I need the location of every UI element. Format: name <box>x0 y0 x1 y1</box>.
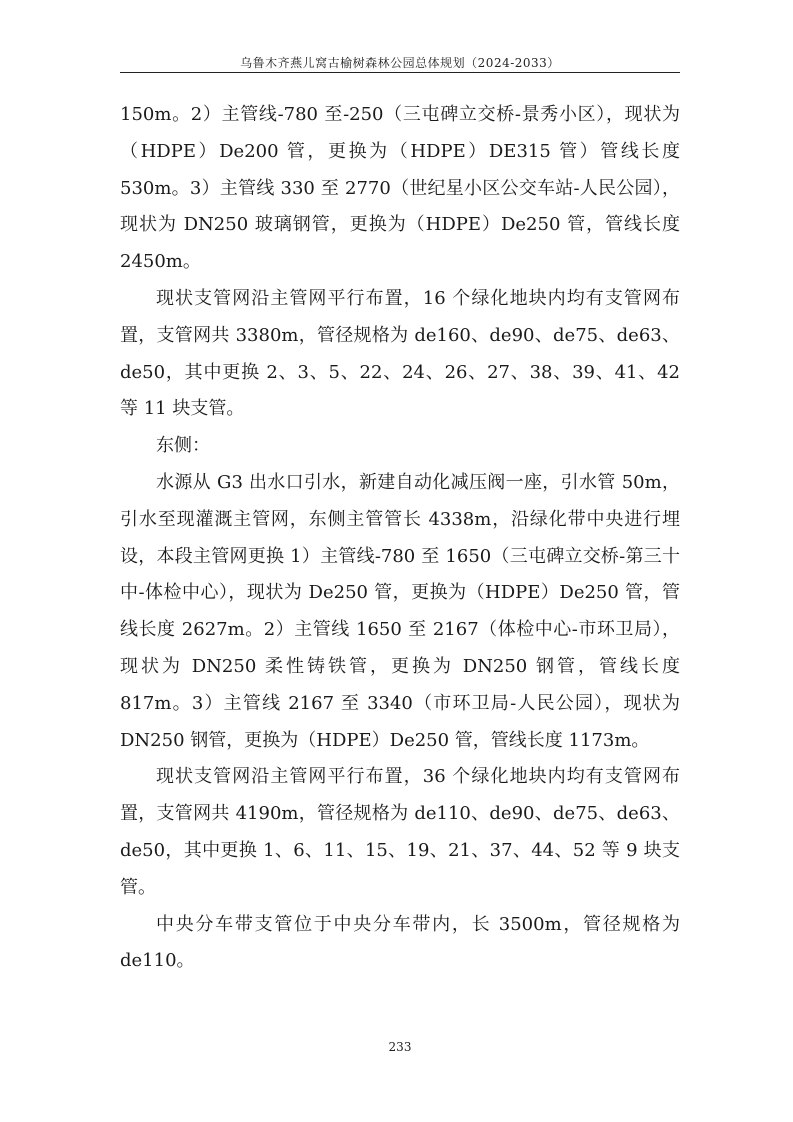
paragraph-branch-network-east: 现状支管网沿主管网平行布置，36 个绿化地块内均有支管网布置，支管网共 4190m，管径规格为 de110、de90、de75、de63、de50，其中更换 1、6、11、15、19、21、37、44、52 等 9 块支管。 <box>120 766 680 898</box>
paragraph-median-branch-pipe: 中央分车带支管位于中央分车带内，长 3500m，管径规格为 de110。 <box>120 913 680 972</box>
section-heading-east: 东侧： <box>156 435 210 457</box>
paragraph-east-water-source: 水源从 G3 出水口引水，新建自动化减压阀一座，引水管 50m，引水至现灌溉主管网，东侧主管管长 4338m，沿绿化带中央进行埋设，本段主管网更换 1）主管线-780 至 1650（三屯碑立交桥-第三十中-体检中心），现状为 De250 管，更换为（HDPE）De250 管，管线长度 2627m。2）主管线 1650 至 2167（体检中心-市环卫局），现状为 DN250 柔性铸铁管，更换为 DN250 钢管，管线长度 817m。3）主管线 2167 至 3340（市环卫局-人民公园），现状为 DN250 钢管，更换为（HDPE）De250 管，管线长度 1173m。 <box>120 471 680 751</box>
header-divider <box>120 72 680 73</box>
paragraph-main-pipe-continuation: 150m。2）主管线-780 至-250（三屯碑立交桥-景秀小区），现状为（HDPE）De200 管，更换为（HDPE）DE315 管）管线长度 530m。3）主管线 330 至 2770（世纪星小区公交车站-人民公园），现状为 DN250 玻璃钢管，更换为（HDPE）De250 管，管线长度 2450m。 <box>120 104 680 273</box>
document-body <box>120 97 680 980</box>
paragraph-branch-network-west: 现状支管网沿主管网平行布置，16 个绿化地块内均有支管网布置，支管网共 3380m，管径规格为 de160、de90、de75、de63、de50，其中更换 2、3、5、22、24、26、27、38、39、41、42 等 11 块支管。 <box>120 287 680 420</box>
page-header: 乌鲁木齐燕儿窝古榆树森林公园总体规划（2024-2033） <box>240 56 560 70</box>
page-number: 233 <box>388 1040 412 1054</box>
